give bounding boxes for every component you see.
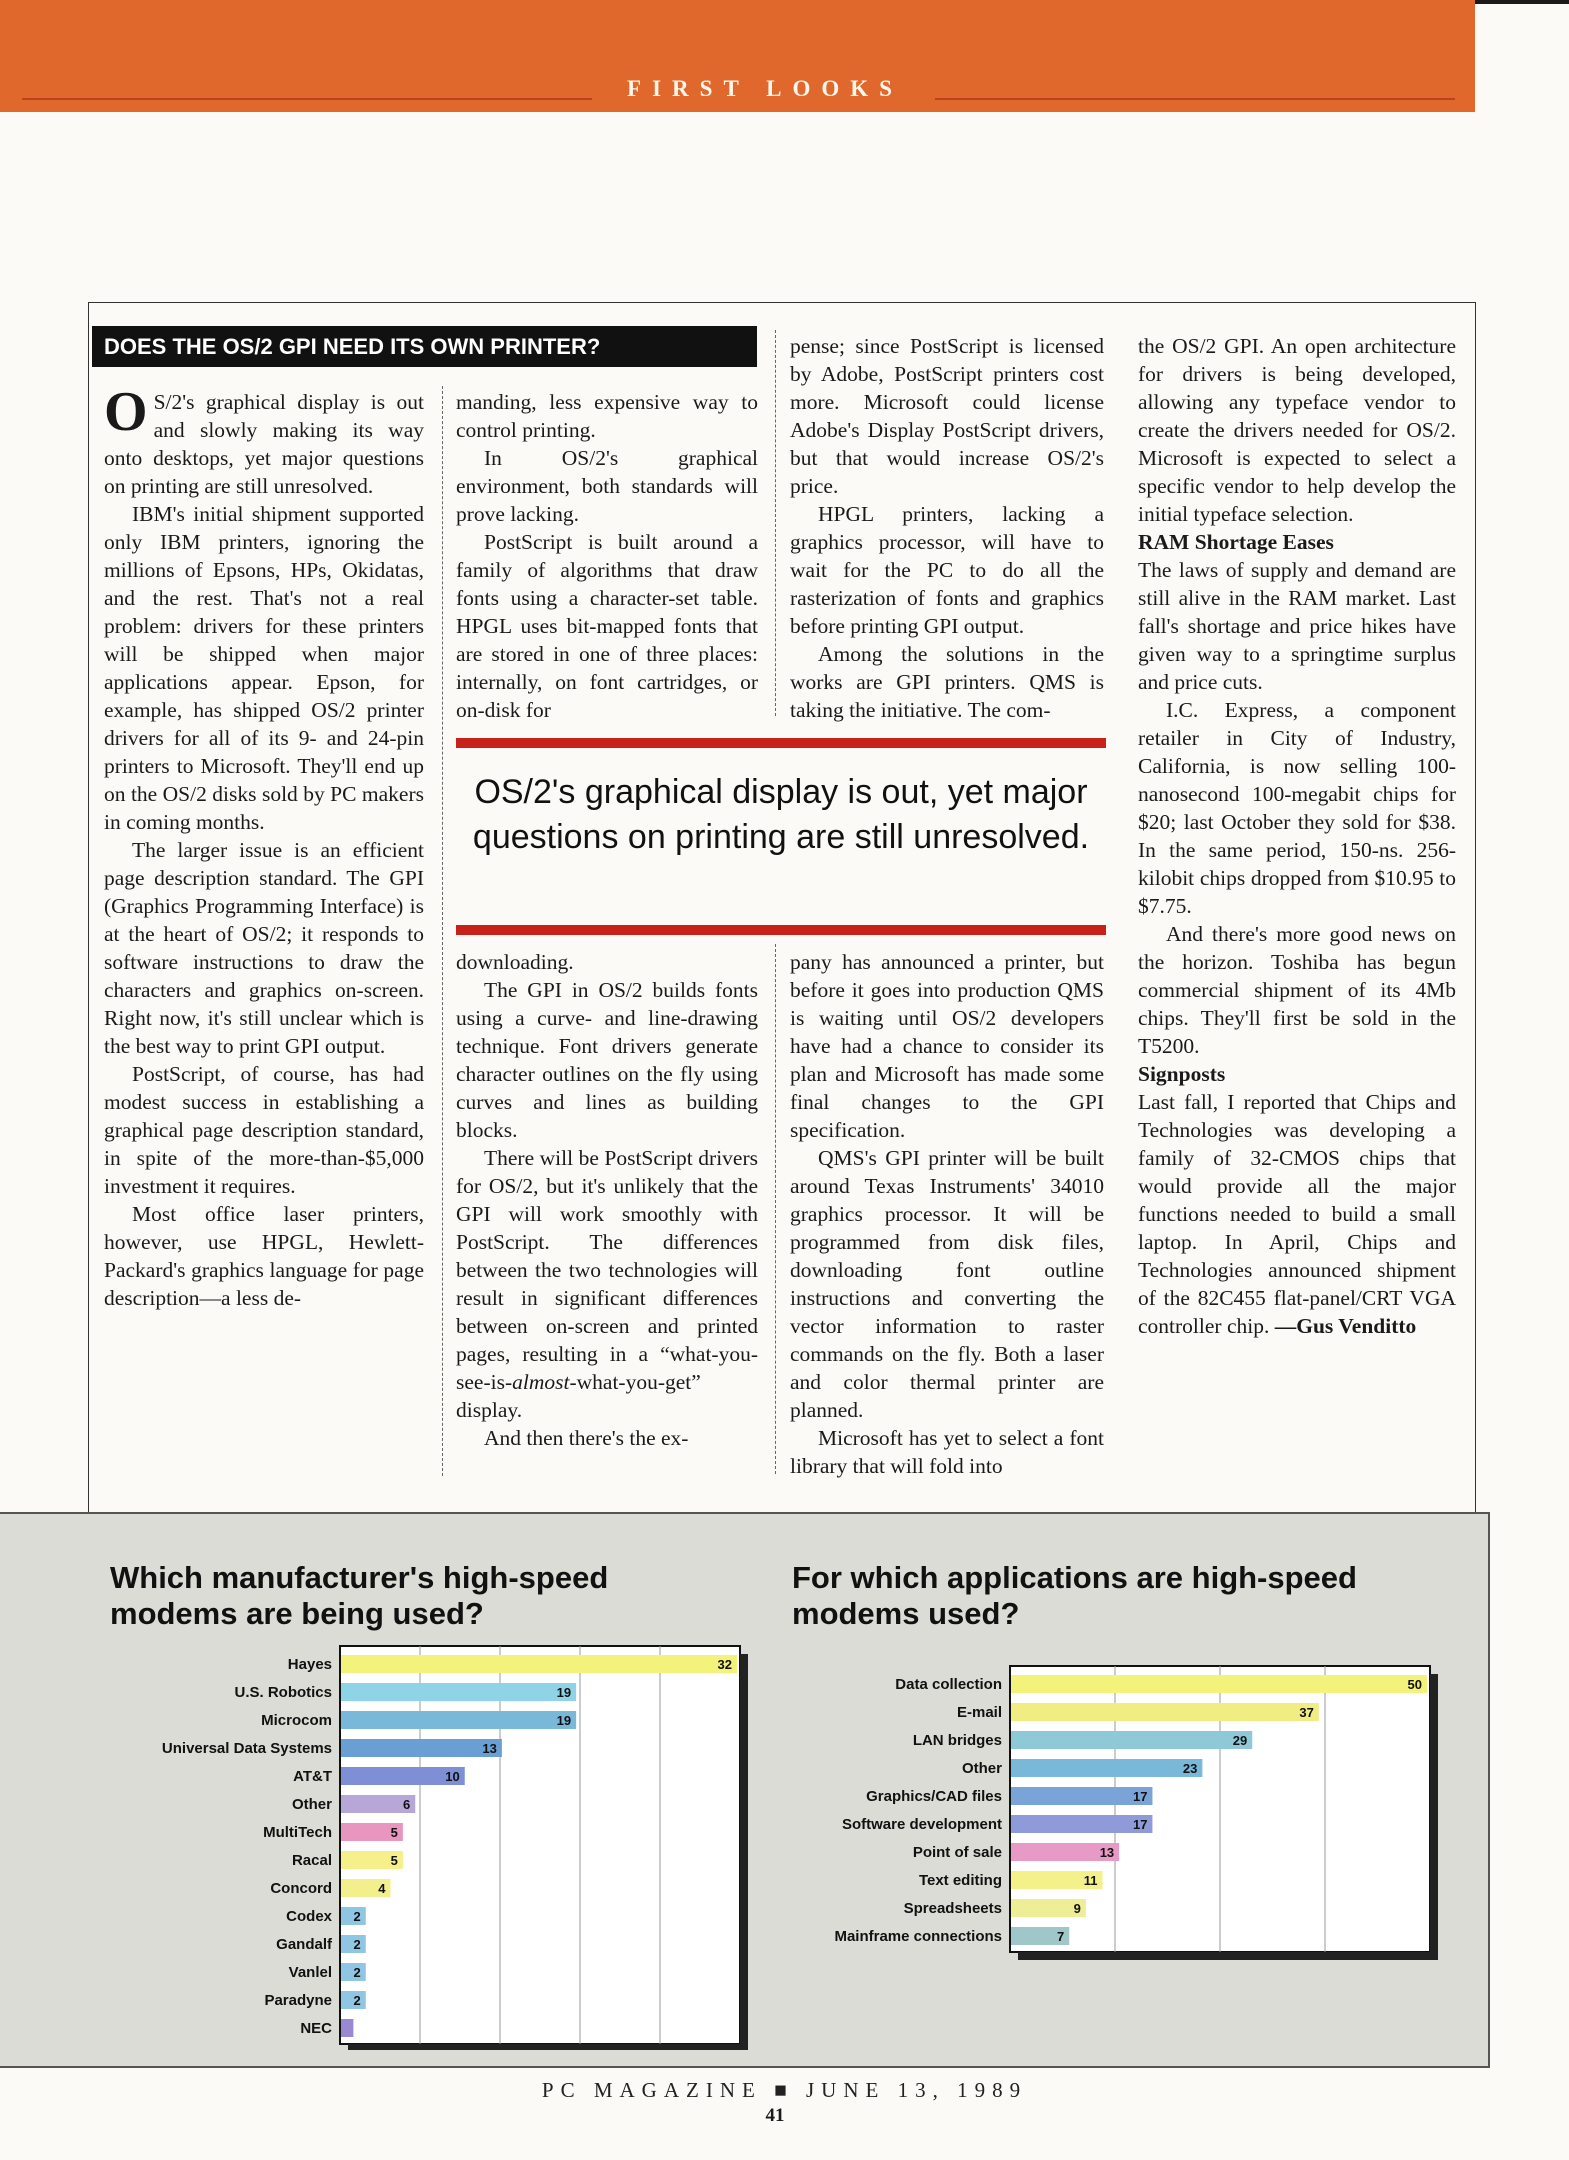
plot-shadow xyxy=(1018,1952,1438,1960)
bar xyxy=(341,1739,502,1757)
data-label: 29 xyxy=(1232,1733,1248,1748)
data-label: 7 xyxy=(1057,1929,1065,1944)
category-label: Other xyxy=(291,1796,332,1813)
paragraph: And then there's the ex- xyxy=(484,1426,689,1450)
data-label: 4 xyxy=(378,1881,386,1896)
paragraph: manding, less expensive way to control printing. xyxy=(456,390,758,442)
category-label: Point of sale xyxy=(912,1844,1002,1861)
category-label: Concord xyxy=(270,1880,332,1897)
plot-shadow xyxy=(348,2044,748,2050)
category-label: Data collection xyxy=(895,1676,1002,1693)
data-label: 2 xyxy=(353,1965,361,1980)
paragraph: the OS/2 GPI. An open architecture for drivers is being developed, allowing any typeface vendor to create the drivers needed for OS/2. Microsoft is expected to select a specific vendor to help develop the initial typeface selection. xyxy=(1138,334,1456,526)
kicker-rule-left xyxy=(22,98,592,100)
paragraph: I.C. Express, a component retailer in City of Industry, California, is now selling 100-nanosecond 100-megabit chips for $20; last October they sold for $38. In the same period, 150-ns. 256-kilobit chips dropped from $10.95 to $7.75. xyxy=(1138,698,1456,918)
category-label: Hayes xyxy=(287,1656,332,1673)
applications-bar-chart xyxy=(760,1660,1460,1960)
manufacturers-bar-chart xyxy=(60,1640,760,2050)
category-label: Graphics/CAD files xyxy=(866,1788,1002,1805)
column-rule xyxy=(775,330,777,716)
category-label: Vanlel xyxy=(288,1964,332,1981)
article-column-3-bottom xyxy=(790,948,1104,1480)
data-label: 11 xyxy=(1083,1873,1098,1888)
category-label: Other xyxy=(961,1760,1002,1777)
plot-shadow xyxy=(740,1654,748,2050)
data-label: 6 xyxy=(403,1797,411,1812)
paragraph: The laws of supply and demand are still alive in the RAM market. Last fall's shortage and price hikes have given way to a springtime surplus and price cuts. xyxy=(1138,558,1456,694)
paragraph: Microsoft has yet to select a font library that will fold into xyxy=(790,1426,1104,1478)
category-label: Gandalf xyxy=(276,1936,332,1953)
section-label: FIRST LOOKS xyxy=(627,76,903,101)
data-label: 5 xyxy=(390,1853,398,1868)
paragraph: HPGL printers, lacking a graphics processor, will have to wait for the PC to do all the rasterization of fonts and graphics before printing GPI output. xyxy=(790,502,1104,638)
paragraph: pany has announced a printer, but before it goes into production QMS is waiting until OS/2 developers have had a chance to consider its plan and Microsoft has made some final changes to the GPI specification. xyxy=(790,950,1104,1142)
category-label: LAN bridges xyxy=(912,1732,1002,1749)
bar xyxy=(1011,1703,1319,1721)
page-number: 41 xyxy=(765,2105,785,2126)
article-column-2-bottom xyxy=(456,948,758,1452)
article-headline: DOES THE OS/2 GPI NEED ITS OWN PRINTER? xyxy=(92,326,757,367)
plot-area xyxy=(340,1646,740,2044)
category-label: Mainframe connections xyxy=(834,1928,1002,1945)
bar xyxy=(1011,1675,1427,1693)
column-rule xyxy=(775,944,777,1474)
paragraph: O S/2's graphical display is out and slowly making its way onto desktops, yet major questions on printing are still unresolved. xyxy=(104,381,424,498)
category-label: Universal Data Systems xyxy=(161,1740,332,1757)
data-label: 17 xyxy=(1132,1789,1148,1804)
bar xyxy=(341,1683,576,1701)
data-label: 2 xyxy=(353,1909,361,1924)
section-kicker xyxy=(0,76,1475,106)
pullquote-rule-top xyxy=(456,738,1106,748)
article-column-2-top xyxy=(456,388,758,724)
bar xyxy=(1011,1731,1252,1749)
category-label: Software development xyxy=(841,1816,1002,1833)
page-footer: PC MAGAZINE ■ JUNE 13, 1989 xyxy=(541,2078,1028,2102)
subhead-ram: RAM Shortage Eases xyxy=(1138,530,1334,554)
data-label: 9 xyxy=(1073,1901,1081,1916)
paragraph: And there's more good news on the horizon. Toshiba has begun commercial shipment of its 4Mb chips. They'll first be sold in the T5200. xyxy=(1138,922,1456,1058)
bar xyxy=(341,1655,737,1673)
category-label: Text editing xyxy=(918,1872,1002,1889)
article-column-1 xyxy=(104,381,424,1312)
data-label: 13 xyxy=(1099,1845,1115,1860)
pullquote-rule-bottom xyxy=(456,925,1106,935)
category-label: AT&T xyxy=(293,1768,332,1785)
category-label: U.S. Robotics xyxy=(234,1684,332,1701)
data-label: 37 xyxy=(1299,1705,1314,1720)
byline: —Gus Venditto xyxy=(1274,1314,1417,1338)
paragraph: QMS's GPI printer will be built around Texas Instruments' 34010 graphics processor. It will be programmed from disk files, downloading font outline instructions and converting the vector information to raster commands on the fly. Both a laser and color thermal printer are planned. xyxy=(790,1146,1104,1422)
data-label: 5 xyxy=(390,1825,398,1840)
pullquote: OS/2's graphical display is out, yet major questions on printing are still unresolved. xyxy=(472,773,1090,856)
bar xyxy=(1011,1787,1152,1805)
bar xyxy=(1011,1815,1152,1833)
data-label: 32 xyxy=(717,1657,732,1672)
subhead-signposts: Signposts xyxy=(1138,1062,1226,1086)
column-rule xyxy=(442,386,444,1476)
emphasis: almost xyxy=(512,1370,570,1394)
bar xyxy=(341,1711,576,1729)
plot-shadow xyxy=(1430,1674,1438,1960)
category-label: E-mail xyxy=(956,1704,1002,1721)
paragraph: Most office laser printers, however, use HPGL, Hewlett-Packard's graphics language for page description—a less de- xyxy=(104,1202,424,1310)
category-label: Microcom xyxy=(261,1712,332,1729)
article-column-3-top xyxy=(790,332,1104,724)
data-label: 17 xyxy=(1132,1817,1148,1832)
data-label: 2 xyxy=(353,1993,361,2008)
category-label: MultiTech xyxy=(263,1824,332,1841)
article-column-4 xyxy=(1138,332,1456,1340)
chart-2-title: For which applications are high-speed modems used? xyxy=(792,1560,1357,1631)
paragraph: IBM's initial shipment supported only IBM printers, ignoring the millions of Epsons, HPs, Okidatas, and the rest. That's not a real problem: drivers for these printers will be shipped when major applications appear. Epson, for example, has shipped OS/2 printer drivers for all of its 9- and 24-pin printers to Microsoft. They'll end up on the OS/2 disks sold by PC makers in coming months. xyxy=(104,502,424,834)
paragraph: Among the solutions in the works are GPI printers. QMS is taking the initiative. The com- xyxy=(790,642,1104,722)
bar xyxy=(1011,1759,1202,1777)
category-label: Paradyne xyxy=(264,1992,332,2009)
paragraph: PostScript is built around a family of algorithms that draw fonts using a character-set table. HPGL uses bit-mapped fonts that are stored in one of three places: internally, on font cartridges, or on-disk for xyxy=(456,530,758,722)
data-label: 13 xyxy=(482,1741,497,1756)
data-label: 19 xyxy=(556,1713,572,1728)
data-label: 19 xyxy=(556,1685,572,1700)
category-label: NEC xyxy=(300,2020,332,2037)
drop-cap: O xyxy=(104,381,148,443)
paragraph: In OS/2's graphical environment, both standards will prove lacking. xyxy=(456,446,758,526)
paragraph: The larger issue is an efficient page description standard. The GPI (Graphics Programming Interface) is at the heart of OS/2; it responds to software instructions to draw the characters and graphics on-screen. Right now, it's still unclear which is the best way to print GPI output. xyxy=(104,838,424,1058)
paragraph: pense; since PostScript is licensed by Adobe, PostScript printers cost more. Microsoft could license Adobe's Display PostScript drivers, but that would increase OS/2's price. xyxy=(790,334,1104,498)
data-label: 2 xyxy=(353,1937,361,1952)
kicker-rule-right xyxy=(935,98,1455,100)
paragraph: There will be PostScript drivers for OS/2, but it's unlikely that the GPI will work smoothly with PostScript. The differences between the two technologies will result in significant differences between on-screen and printed pages, resulting in a “what-you-see-is-almost-what-you-get” display. xyxy=(456,1146,758,1422)
bar xyxy=(341,2019,353,2037)
category-label: Racal xyxy=(291,1852,332,1869)
category-label: Spreadsheets xyxy=(903,1900,1002,1917)
data-label: 10 xyxy=(445,1769,460,1784)
paragraph: PostScript, of course, has had modest success in establishing a graphical page description standard, in spite of the more-than-$5,000 investment it requires. xyxy=(104,1062,424,1198)
paragraph: The GPI in OS/2 builds fonts using a curve- and line-drawing technique. Font drivers generate character outlines on the fly using curves and lines as building blocks. xyxy=(456,978,758,1142)
top-corner-rule xyxy=(1475,0,1569,4)
data-label: 23 xyxy=(1182,1761,1198,1776)
paragraph: Last fall, I reported that Chips and Technologies was developing a family of 32-CMOS chips that would provide all the major functions needed to build a small laptop. In April, Chips and Technologies announced shipment of the 82C455 flat-panel/CRT VGA controller chip. —Gus Venditto xyxy=(1138,1090,1456,1338)
data-label: 50 xyxy=(1407,1677,1422,1692)
paragraph: downloading. xyxy=(456,950,574,974)
chart-1-title: Which manufacturer's high-speed modems are being used? xyxy=(110,1560,609,1631)
category-label: Codex xyxy=(286,1908,332,1925)
